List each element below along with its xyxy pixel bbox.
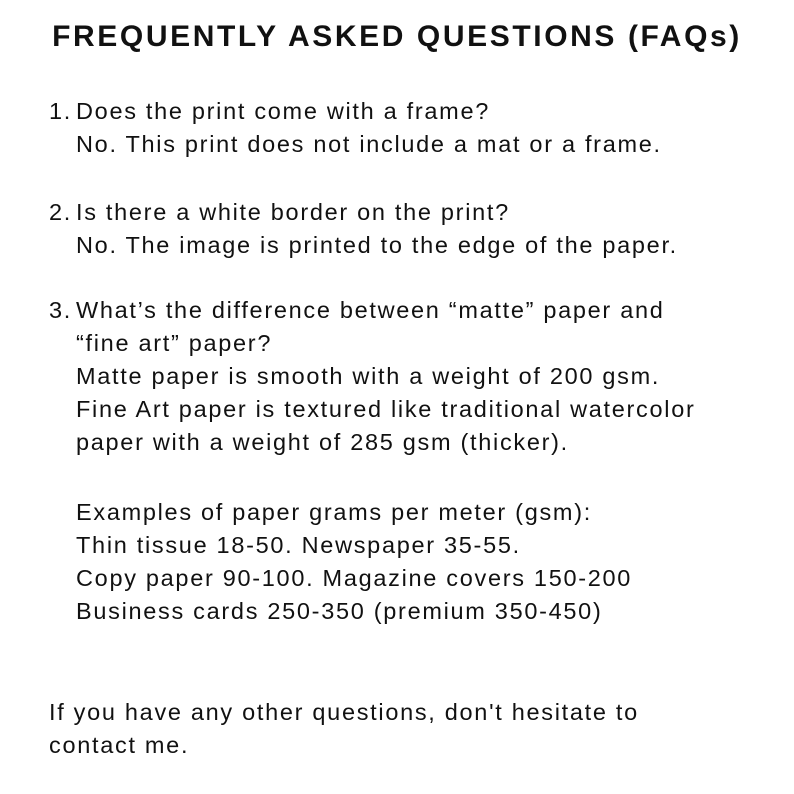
examples-heading: Examples of paper grams per meter (gsm): (76, 499, 592, 525)
faq-number: 3. (49, 297, 72, 323)
faq-question-continued: “fine art” paper? (76, 330, 273, 356)
gsm-examples (76, 496, 632, 628)
faq-question-line (49, 95, 784, 128)
faq-answer: paper with a weight of 285 gsm (thicker). (76, 429, 569, 455)
faq-question: Is there a white border on the print? (76, 199, 510, 225)
faq-answer: Matte paper is smooth with a weight of 200 gsm. (76, 363, 661, 389)
page-title: FREQUENTLY ASKED QUESTIONS (FAQs) (52, 20, 742, 53)
faq-question-line (49, 196, 784, 229)
faq-answer: No. The image is printed to the edge of the paper. (76, 232, 678, 258)
examples-line: Business cards 250-350 (premium 350-450) (76, 598, 603, 624)
closing-note (49, 696, 769, 762)
examples-line: Copy paper 90-100. Magazine covers 150-200 (76, 565, 633, 591)
faq-number: 2. (49, 199, 72, 225)
faq-number: 1. (49, 98, 72, 124)
faq-item-2 (49, 196, 784, 262)
closing-line: contact me. (49, 732, 190, 758)
examples-line: Thin tissue 18-50. Newspaper 35-55. (76, 532, 521, 558)
closing-line: If you have any other questions, don't hesitate to (49, 699, 639, 725)
faq-item-3 (49, 294, 784, 459)
faq-question-line (49, 294, 784, 327)
faq-answer: Fine Art paper is textured like traditional watercolor (76, 396, 696, 422)
faq-answer: No. This print does not include a mat or a frame. (76, 131, 662, 157)
faq-question: Does the print come with a frame? (76, 98, 490, 124)
faq-item-1 (49, 95, 784, 161)
faq-question: What’s the difference between “matte” paper and (76, 297, 665, 323)
